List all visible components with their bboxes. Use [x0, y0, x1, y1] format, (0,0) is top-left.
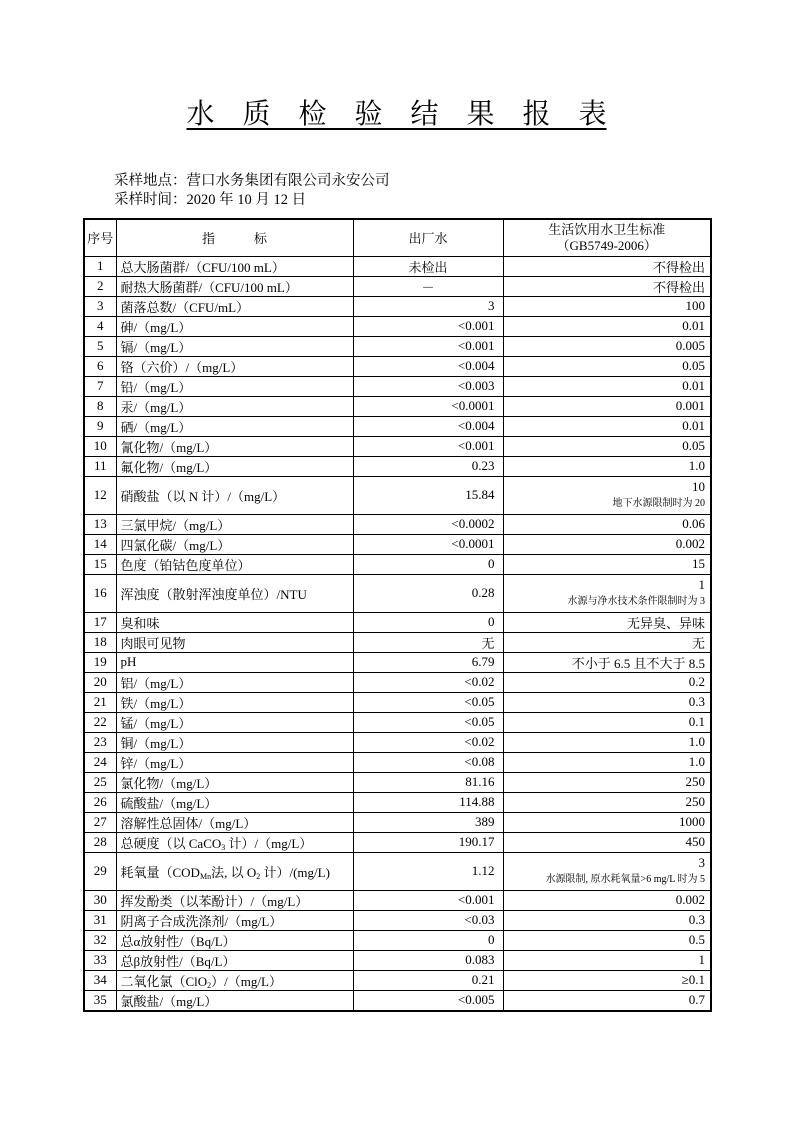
header-row	[84, 219, 711, 256]
outflow-value: <0.03	[353, 910, 503, 930]
column-header-indicator: 指 标	[116, 219, 353, 256]
standard-value: 0.01	[503, 316, 711, 336]
standard-value: 0.01	[503, 376, 711, 396]
outflow-value: <0.004	[353, 416, 503, 436]
indicator-name: 挥发酚类（以苯酚计）/（mg/L）	[116, 890, 353, 910]
table-row	[84, 256, 711, 276]
table-row	[84, 970, 711, 990]
standard-limit: 3	[698, 855, 705, 870]
standard-value: 0.05	[503, 356, 711, 376]
table-row	[84, 652, 711, 672]
indicator-name: 色度（铂钴色度单位）	[116, 554, 353, 574]
standard-value: 450	[503, 832, 711, 852]
table-row	[84, 534, 711, 554]
standard-value: 0.2	[503, 672, 711, 692]
table-row	[84, 554, 711, 574]
table-row	[84, 296, 711, 316]
standard-value: 0.7	[503, 990, 711, 1011]
standard-value: 0.3	[503, 692, 711, 712]
row-number: 31	[84, 910, 116, 930]
indicator-name: 锰/（mg/L）	[116, 712, 353, 732]
table-row	[84, 316, 711, 336]
standard-note: 地下水源限制时为 20	[612, 498, 705, 509]
table-row	[84, 732, 711, 752]
row-number: 30	[84, 890, 116, 910]
table-row	[84, 632, 711, 652]
standard-value: 1.0	[503, 456, 711, 476]
indicator-name: 汞/（mg/L）	[116, 396, 353, 416]
table-row	[84, 456, 711, 476]
indicator-name: 阴离子合成洗涤剂/（mg/L）	[116, 910, 353, 930]
row-number: 17	[84, 612, 116, 632]
outflow-value: 15.84	[353, 476, 503, 514]
outflow-value: <0.05	[353, 692, 503, 712]
standard-value: ≥0.1	[503, 970, 711, 990]
table-row	[84, 396, 711, 416]
sampling-time: 采样时间：2020 年 10 月 12 日	[114, 192, 307, 208]
row-number: 9	[84, 416, 116, 436]
standard-value: 0.5	[503, 930, 711, 950]
table-row	[84, 812, 711, 832]
outflow-value: 0	[353, 930, 503, 950]
indicator-name: 总大肠菌群/（CFU/100 mL）	[116, 256, 353, 276]
outflow-value: <0.001	[353, 316, 503, 336]
row-number: 22	[84, 712, 116, 732]
row-number: 35	[84, 990, 116, 1011]
outflow-value: <0.08	[353, 752, 503, 772]
table-row	[84, 852, 711, 890]
outflow-value: 0.083	[353, 950, 503, 970]
indicator-name: 铅/（mg/L）	[116, 376, 353, 396]
outflow-value: －	[353, 276, 503, 296]
table-row	[84, 950, 711, 970]
standard-value: 不得检出	[503, 276, 711, 296]
table-row	[84, 692, 711, 712]
indicator-name: 硫酸盐/（mg/L）	[116, 792, 353, 812]
table-row	[84, 930, 711, 950]
indicator-name: 氯化物/（mg/L）	[116, 772, 353, 792]
standard-value: 1	[503, 950, 711, 970]
table-row	[84, 672, 711, 692]
outflow-value: <0.02	[353, 672, 503, 692]
indicator-name: 硝酸盐（以 N 计）/（mg/L）	[116, 476, 353, 514]
row-number: 5	[84, 336, 116, 356]
table-row	[84, 476, 711, 514]
indicator-name: 四氯化碳/（mg/L）	[116, 534, 353, 554]
indicator-name: 浑浊度（散射浑浊度单位）/NTU	[116, 574, 353, 612]
standard-limit: 10	[692, 479, 705, 494]
indicator-name: 铜/（mg/L）	[116, 732, 353, 752]
table-row	[84, 890, 711, 910]
table-row	[84, 416, 711, 436]
indicator-name: 总α放射性/（Bq/L）	[116, 930, 353, 950]
row-number: 18	[84, 632, 116, 652]
indicator-name: 耗氧量（$COD_{Mn}$法, 以 $O_2$ 计）/(mg/L)	[116, 852, 353, 890]
water-quality-table	[83, 218, 712, 1012]
indicator-name: 总硬度（以 CaCO$_3$ 计）/（mg/L）	[116, 832, 353, 852]
standard-value: 100	[503, 296, 711, 316]
table-row	[84, 276, 711, 296]
outflow-value: <0.0001	[353, 534, 503, 554]
table-row	[84, 832, 711, 852]
table-row	[84, 792, 711, 812]
standard-value: 0.001	[503, 396, 711, 416]
indicator-name: 硒/（mg/L）	[116, 416, 353, 436]
row-number: 24	[84, 752, 116, 772]
outflow-value: <0.001	[353, 336, 503, 356]
indicator-name: 三氯甲烷/（mg/L）	[116, 514, 353, 534]
row-number: 27	[84, 812, 116, 832]
column-header-outflow: 出厂水	[353, 219, 503, 256]
row-number: 32	[84, 930, 116, 950]
indicator-name: 氟化物/（mg/L）	[116, 456, 353, 476]
table-row	[84, 574, 711, 612]
indicator-name: 铁/（mg/L）	[116, 692, 353, 712]
table-row	[84, 356, 711, 376]
indicator-name: 溶解性总固体/（mg/L）	[116, 812, 353, 832]
row-number: 1	[84, 256, 116, 276]
row-number: 20	[84, 672, 116, 692]
standard-value: 0.1	[503, 712, 711, 732]
row-number: 19	[84, 652, 116, 672]
outflow-value: 190.17	[353, 832, 503, 852]
sampling-location: 采样地点：营口水务集团有限公司永安公司	[114, 173, 390, 189]
table-row	[84, 514, 711, 534]
row-number: 4	[84, 316, 116, 336]
standard-value: 0.05	[503, 436, 711, 456]
row-number: 26	[84, 792, 116, 812]
outflow-value: <0.004	[353, 356, 503, 376]
row-number: 11	[84, 456, 116, 476]
standard-value: 不小于 6.5 且不大于 8.5	[503, 652, 711, 672]
indicator-name: 砷/（mg/L）	[116, 316, 353, 336]
table-row	[84, 910, 711, 930]
outflow-value: 81.16	[353, 772, 503, 792]
standard-limit: 1	[698, 577, 705, 592]
outflow-value: 未检出	[353, 256, 503, 276]
outflow-value: 389	[353, 812, 503, 832]
column-header-standard	[503, 219, 711, 256]
row-number: 10	[84, 436, 116, 456]
title-block	[0, 92, 793, 132]
standard-value: 0.01	[503, 416, 711, 436]
table-row	[84, 990, 711, 1011]
table-body	[84, 256, 711, 1011]
row-number: 33	[84, 950, 116, 970]
standard-value: 1000	[503, 812, 711, 832]
standard-value: 0.002	[503, 534, 711, 554]
standard-value	[503, 574, 711, 612]
table-row	[84, 612, 711, 632]
outflow-value: 3	[353, 296, 503, 316]
standard-value: 无异臭、异味	[503, 612, 711, 632]
outflow-value: 无	[353, 632, 503, 652]
row-number: 29	[84, 852, 116, 890]
table-row	[84, 752, 711, 772]
column-header-standard-line2: （GB5749-2006）	[556, 237, 657, 253]
row-number: 23	[84, 732, 116, 752]
row-number: 12	[84, 476, 116, 514]
standard-value: 0.005	[503, 336, 711, 356]
outflow-value: <0.0002	[353, 514, 503, 534]
indicator-name: 臭和味	[116, 612, 353, 632]
outflow-value: 114.88	[353, 792, 503, 812]
standard-value: 1.0	[503, 752, 711, 772]
standard-value: 0.3	[503, 910, 711, 930]
indicator-name: pH	[116, 652, 353, 672]
standard-value: 不得检出	[503, 256, 711, 276]
standard-value: 250	[503, 772, 711, 792]
outflow-value: <0.0001	[353, 396, 503, 416]
table-row	[84, 336, 711, 356]
outflow-value: 0.21	[353, 970, 503, 990]
standard-value: 无	[503, 632, 711, 652]
standard-value: 250	[503, 792, 711, 812]
outflow-value: <0.005	[353, 990, 503, 1011]
row-number: 3	[84, 296, 116, 316]
outflow-value: 0	[353, 612, 503, 632]
table-row	[84, 772, 711, 792]
outflow-value: <0.001	[353, 436, 503, 456]
row-number: 8	[84, 396, 116, 416]
page-title: 水 质 检 验 结 果 报 表	[186, 99, 607, 130]
table-row	[84, 436, 711, 456]
standard-note: 水源限制, 原水耗氧量>6 mg/L 时为 5	[545, 874, 705, 885]
row-number: 21	[84, 692, 116, 712]
standard-value: 0.06	[503, 514, 711, 534]
row-number: 28	[84, 832, 116, 852]
table-row	[84, 376, 711, 396]
indicator-name: 氰化物/（mg/L）	[116, 436, 353, 456]
indicator-name: 菌落总数/（CFU/mL）	[116, 296, 353, 316]
indicator-name: 铝/（mg/L）	[116, 672, 353, 692]
standard-value: 0.002	[503, 890, 711, 910]
indicator-name: 肉眼可见物	[116, 632, 353, 652]
standard-note: 水源与净水技术条件限制时为 3	[567, 596, 705, 607]
indicator-name: 铬（六价）/（mg/L）	[116, 356, 353, 376]
indicator-name: 锌/（mg/L）	[116, 752, 353, 772]
outflow-value: 6.79	[353, 652, 503, 672]
row-number: 16	[84, 574, 116, 612]
outflow-value: <0.001	[353, 890, 503, 910]
indicator-name: 耐热大肠菌群/（CFU/100 mL）	[116, 276, 353, 296]
row-number: 2	[84, 276, 116, 296]
outflow-value: 0.28	[353, 574, 503, 612]
indicator-name: 总β放射性/（Bq/L）	[116, 950, 353, 970]
row-number: 25	[84, 772, 116, 792]
indicator-name: 镉/（mg/L）	[116, 336, 353, 356]
sampling-info	[114, 172, 390, 210]
indicator-name: 氯酸盐/（mg/L）	[116, 990, 353, 1011]
row-number: 14	[84, 534, 116, 554]
row-number: 34	[84, 970, 116, 990]
outflow-value: 0.23	[353, 456, 503, 476]
row-number: 6	[84, 356, 116, 376]
outflow-value: <0.02	[353, 732, 503, 752]
row-number: 7	[84, 376, 116, 396]
standard-value	[503, 476, 711, 514]
outflow-value: <0.003	[353, 376, 503, 396]
row-number: 13	[84, 514, 116, 534]
outflow-value: 1.12	[353, 852, 503, 890]
outflow-value: 0	[353, 554, 503, 574]
standard-value: 15	[503, 554, 711, 574]
column-header-no: 序号	[84, 219, 116, 256]
outflow-value: <0.05	[353, 712, 503, 732]
indicator-name: 二氧化氯（ClO$_2$）/（mg/L）	[116, 970, 353, 990]
standard-value: 1.0	[503, 732, 711, 752]
column-header-standard-line1: 生活饮用水卫生标准	[548, 221, 666, 237]
table-row	[84, 712, 711, 732]
standard-value	[503, 852, 711, 890]
row-number: 15	[84, 554, 116, 574]
